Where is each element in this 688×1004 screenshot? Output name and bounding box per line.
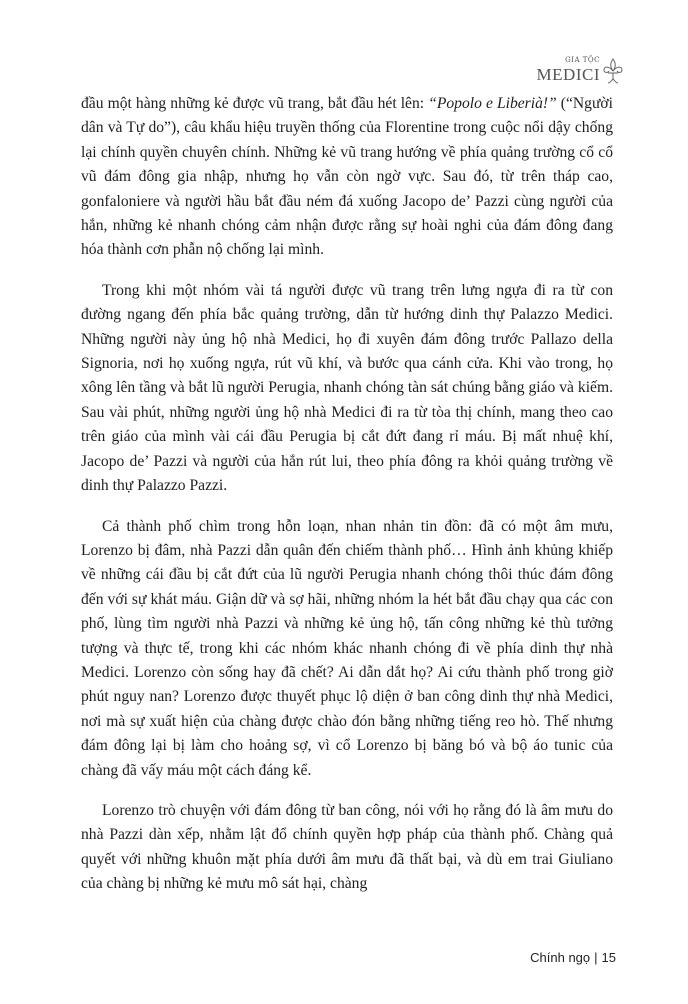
- paragraph-2: Trong khi một nhóm vài tá người được vũ trang trên lưng ngựa đi ra từ con đường ngang đến phía bắc quảng trường, dẫn từ hướng dinh thự Palazzo Medici. Những người này ủng hộ nhà Medici, họ đi xuyên đám đông trước Pallazo della Signoria, nơi họ xuống ngựa, rút vũ khí, và bước qua cánh cửa. Khi vào trong, họ xông lên tầng và bắt lũ người Perugia, nhanh chóng tàn sát chúng bằng giáo và kiếm. Sau vài phút, những người ủng hộ nhà Medici đi ra từ tòa thị chính, mang theo cao trên giáo của mình vài cái đầu Perugia bị cắt đứt đang rỉ máu. Bị mất nhuệ khí, Jacopo de’ Pazzi và người của hắn rút lui, theo phía đông ra khỏi quảng trường về dinh thự Palazzo Pazzi.: [81, 281, 613, 495]
- logo-title: MEDICI: [536, 65, 600, 84]
- chapter-title: Chính ngọ: [530, 950, 591, 965]
- paragraph-1: [81, 92, 613, 263]
- fleur-de-lis-icon: [602, 57, 624, 85]
- paragraph-3: Cả thành phố chìm trong hỗn loạn, nhan nhản tin đồn: đã có một âm mưu, Lorenzo bị đâm, nhà Pazzi dẫn quân đến chiếm thành phố… Hình ảnh khủng khiếp về những cái đầu bị cắt đứt của lũ người Perugia nhanh chóng thôi thúc đám đông đến với sự khát máu. Giận dữ và sợ hãi, những nhóm la hét bắt đầu chạy qua các con phố, lùng tìm người nhà Pazzi và những kẻ ủng hộ, tấn công những kẻ thù tưởng tượng và thực tế, trong khi các nhóm khác nhanh chóng đi về phía dinh thự nhà Medici. Lorenzo còn sống hay đã chết? Ai dẫn dắt họ? Ai cứu thành phố trong giờ phút nguy nan? Lorenzo được thuyết phục lộ diện ở ban công dinh thự nhà Medici, nơi mà sự xuất hiện của chàng được chào đón bằng những tiếng reo hò. Thế nhưng đám đông lại bị làm cho hoảng sợ, vì cổ Lorenzo bị băng bó và bộ áo tunic của chàng đã vấy máu một cách đáng kể.: [81, 517, 613, 779]
- paragraph-1-rest: (“Người dân và Tự do”), câu khẩu hiệu truyền thống của Florentine trong cuộc nổi dậy chống lại chính quyền chuyên chính. Những kẻ vũ trang hướng về phía quảng trường cổ cổ vũ đám đông gia nhập, nhưng họ vẫn còn ngờ vực. Sau đó, từ trên tháp cao, gonfaloniere và người hầu bắt đầu ném đá xuống Jacopo de’ Pazzi cùng người của hắn, những kẻ nhanh chóng cảm nhận được rằng sự hoài nghi của đám đông đang hóa thành cơn phẫn nộ chống lại mình.: [81, 95, 614, 259]
- book-body-text: [81, 92, 613, 913]
- paragraph-1-start: đầu một hàng những kẻ được vũ trang, bắt đầu hét lên:: [81, 95, 429, 112]
- logo-subtitle: GIA TỘC: [565, 56, 600, 64]
- paragraph-4: Lorenzo trò chuyện với đám đông từ ban công, nói với họ rằng đó là âm mưu do nhà Pazzi dàn xếp, nhằm lật đổ chính quyền hợp pháp của thành phố. Chàng quả quyết với những khuôn mặt phía dưới âm mưu đã thất bại, và dù em trai Giuliano của chàng bị những kẻ mưu mô sát hại, chàng: [81, 801, 613, 893]
- page-footer: [530, 950, 616, 965]
- book-header-logo: [534, 56, 624, 92]
- footer-separator: |: [594, 950, 598, 965]
- slogan-italic: “Popolo e Liberià!”: [428, 95, 557, 112]
- page-number: 15: [601, 950, 616, 965]
